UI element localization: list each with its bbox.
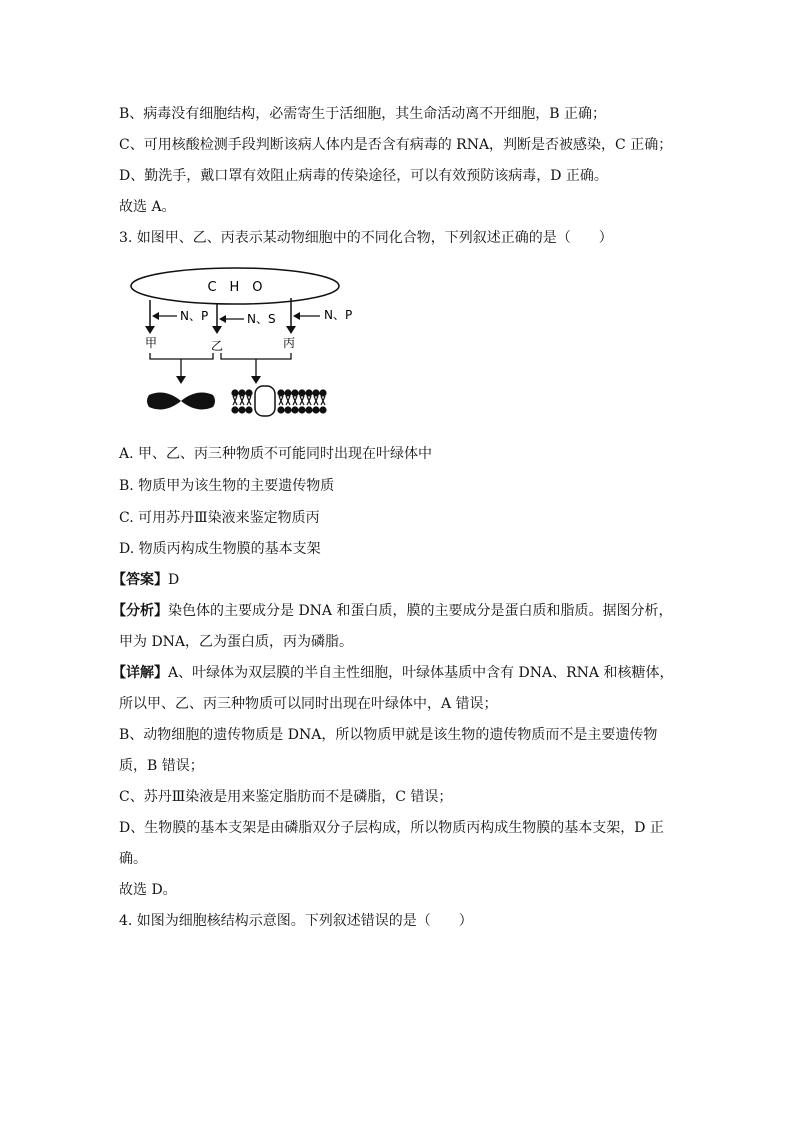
np-label: N、P <box>180 309 209 323</box>
arrow-left-icon <box>152 312 159 320</box>
chromosome-icon <box>147 393 215 410</box>
question-4-stem: 4. 如图为细胞核结构示意图。下列叙述错误的是（ ） <box>119 913 473 929</box>
text-line: B、病毒没有细胞结构，必需寄生于活细胞，其生命活动离不开细胞，B 正确； <box>119 106 607 122</box>
membrane-icon <box>232 386 326 416</box>
answer-line <box>112 570 179 590</box>
text-line: C、苏丹Ⅲ染液是用来鉴定脂肪而不是磷脂，C 错误； <box>119 789 453 805</box>
label-yi: 乙 <box>211 339 224 353</box>
detail-text: A、叶绿体为双层膜的半自主性细胞，叶绿体基质中含有 DNA、RNA 和核糖体， <box>168 665 674 681</box>
arrow-left-icon <box>219 315 226 323</box>
ns-label: N、S <box>247 312 276 326</box>
text-line: 确。 <box>119 851 147 867</box>
arrow-down-icon <box>286 326 296 334</box>
arrow-left-icon <box>293 312 300 320</box>
arrow-down-icon <box>251 376 261 384</box>
option-b: B. 物质甲为该生物的主要遗传物质 <box>119 478 335 494</box>
analysis-text: 染色体的主要成分是 DNA 和蛋白质，膜的主要成分是蛋白质和脂质。据图分析， <box>168 603 673 619</box>
conclusion: 故选 D。 <box>119 882 177 898</box>
text-line: 故选 A。 <box>119 199 176 215</box>
text-line: D、勤洗手，戴口罩有效阻止病毒的传染途径，可以有效预防该病毒，D 正确。 <box>119 168 608 184</box>
text-line: B、动物细胞的遗传物质是 DNA，所以物质甲就是该生物的遗传物质而不是主要遗传物 <box>119 727 658 743</box>
option-a: A. 甲、乙、丙三种物质不可能同时出现在叶绿体中 <box>119 446 433 462</box>
text-line: C、可用核酸检测手段判断该病人体内是否含有病毒的 RNA，判断是否被感染，C 正确； <box>119 137 673 153</box>
arrow-down-icon <box>176 376 186 384</box>
text-line: 所以甲、乙、丙三种物质可以同时出现在叶绿体中，A 错误； <box>119 696 498 712</box>
arrow-down-icon <box>145 326 155 334</box>
label-jia: 甲 <box>145 336 158 350</box>
answer-tag: 【答案】 <box>112 572 168 588</box>
option-c: C. 可用苏丹Ⅲ染液来鉴定物质丙 <box>119 510 320 526</box>
answer-value: D <box>168 572 180 588</box>
detail-line <box>112 663 674 683</box>
analysis-line <box>112 601 672 621</box>
detail-tag: 【详解】 <box>112 665 168 681</box>
analysis-tag: 【分析】 <box>112 603 168 619</box>
ellipse-label: C H O <box>207 280 263 295</box>
text-line: 甲为 DNA，乙为蛋白质，丙为磷脂。 <box>119 634 354 650</box>
label-bing: 丙 <box>283 336 296 350</box>
question-3-stem: 3. 如图甲、乙、丙表示某动物细胞中的不同化合物，下列叙述正确的是（ ） <box>119 230 613 246</box>
compound-diagram <box>125 262 365 432</box>
text-line: 质，B 错误； <box>119 758 204 774</box>
np-label: N、P <box>324 308 353 322</box>
text-line: D、生物膜的基本支架是由磷脂双分子层构成，所以物质丙构成生物膜的基本支架，D 正 <box>119 820 664 836</box>
arrow-down-icon <box>212 326 222 334</box>
option-d: D. 物质丙构成生物膜的基本支架 <box>119 541 321 557</box>
